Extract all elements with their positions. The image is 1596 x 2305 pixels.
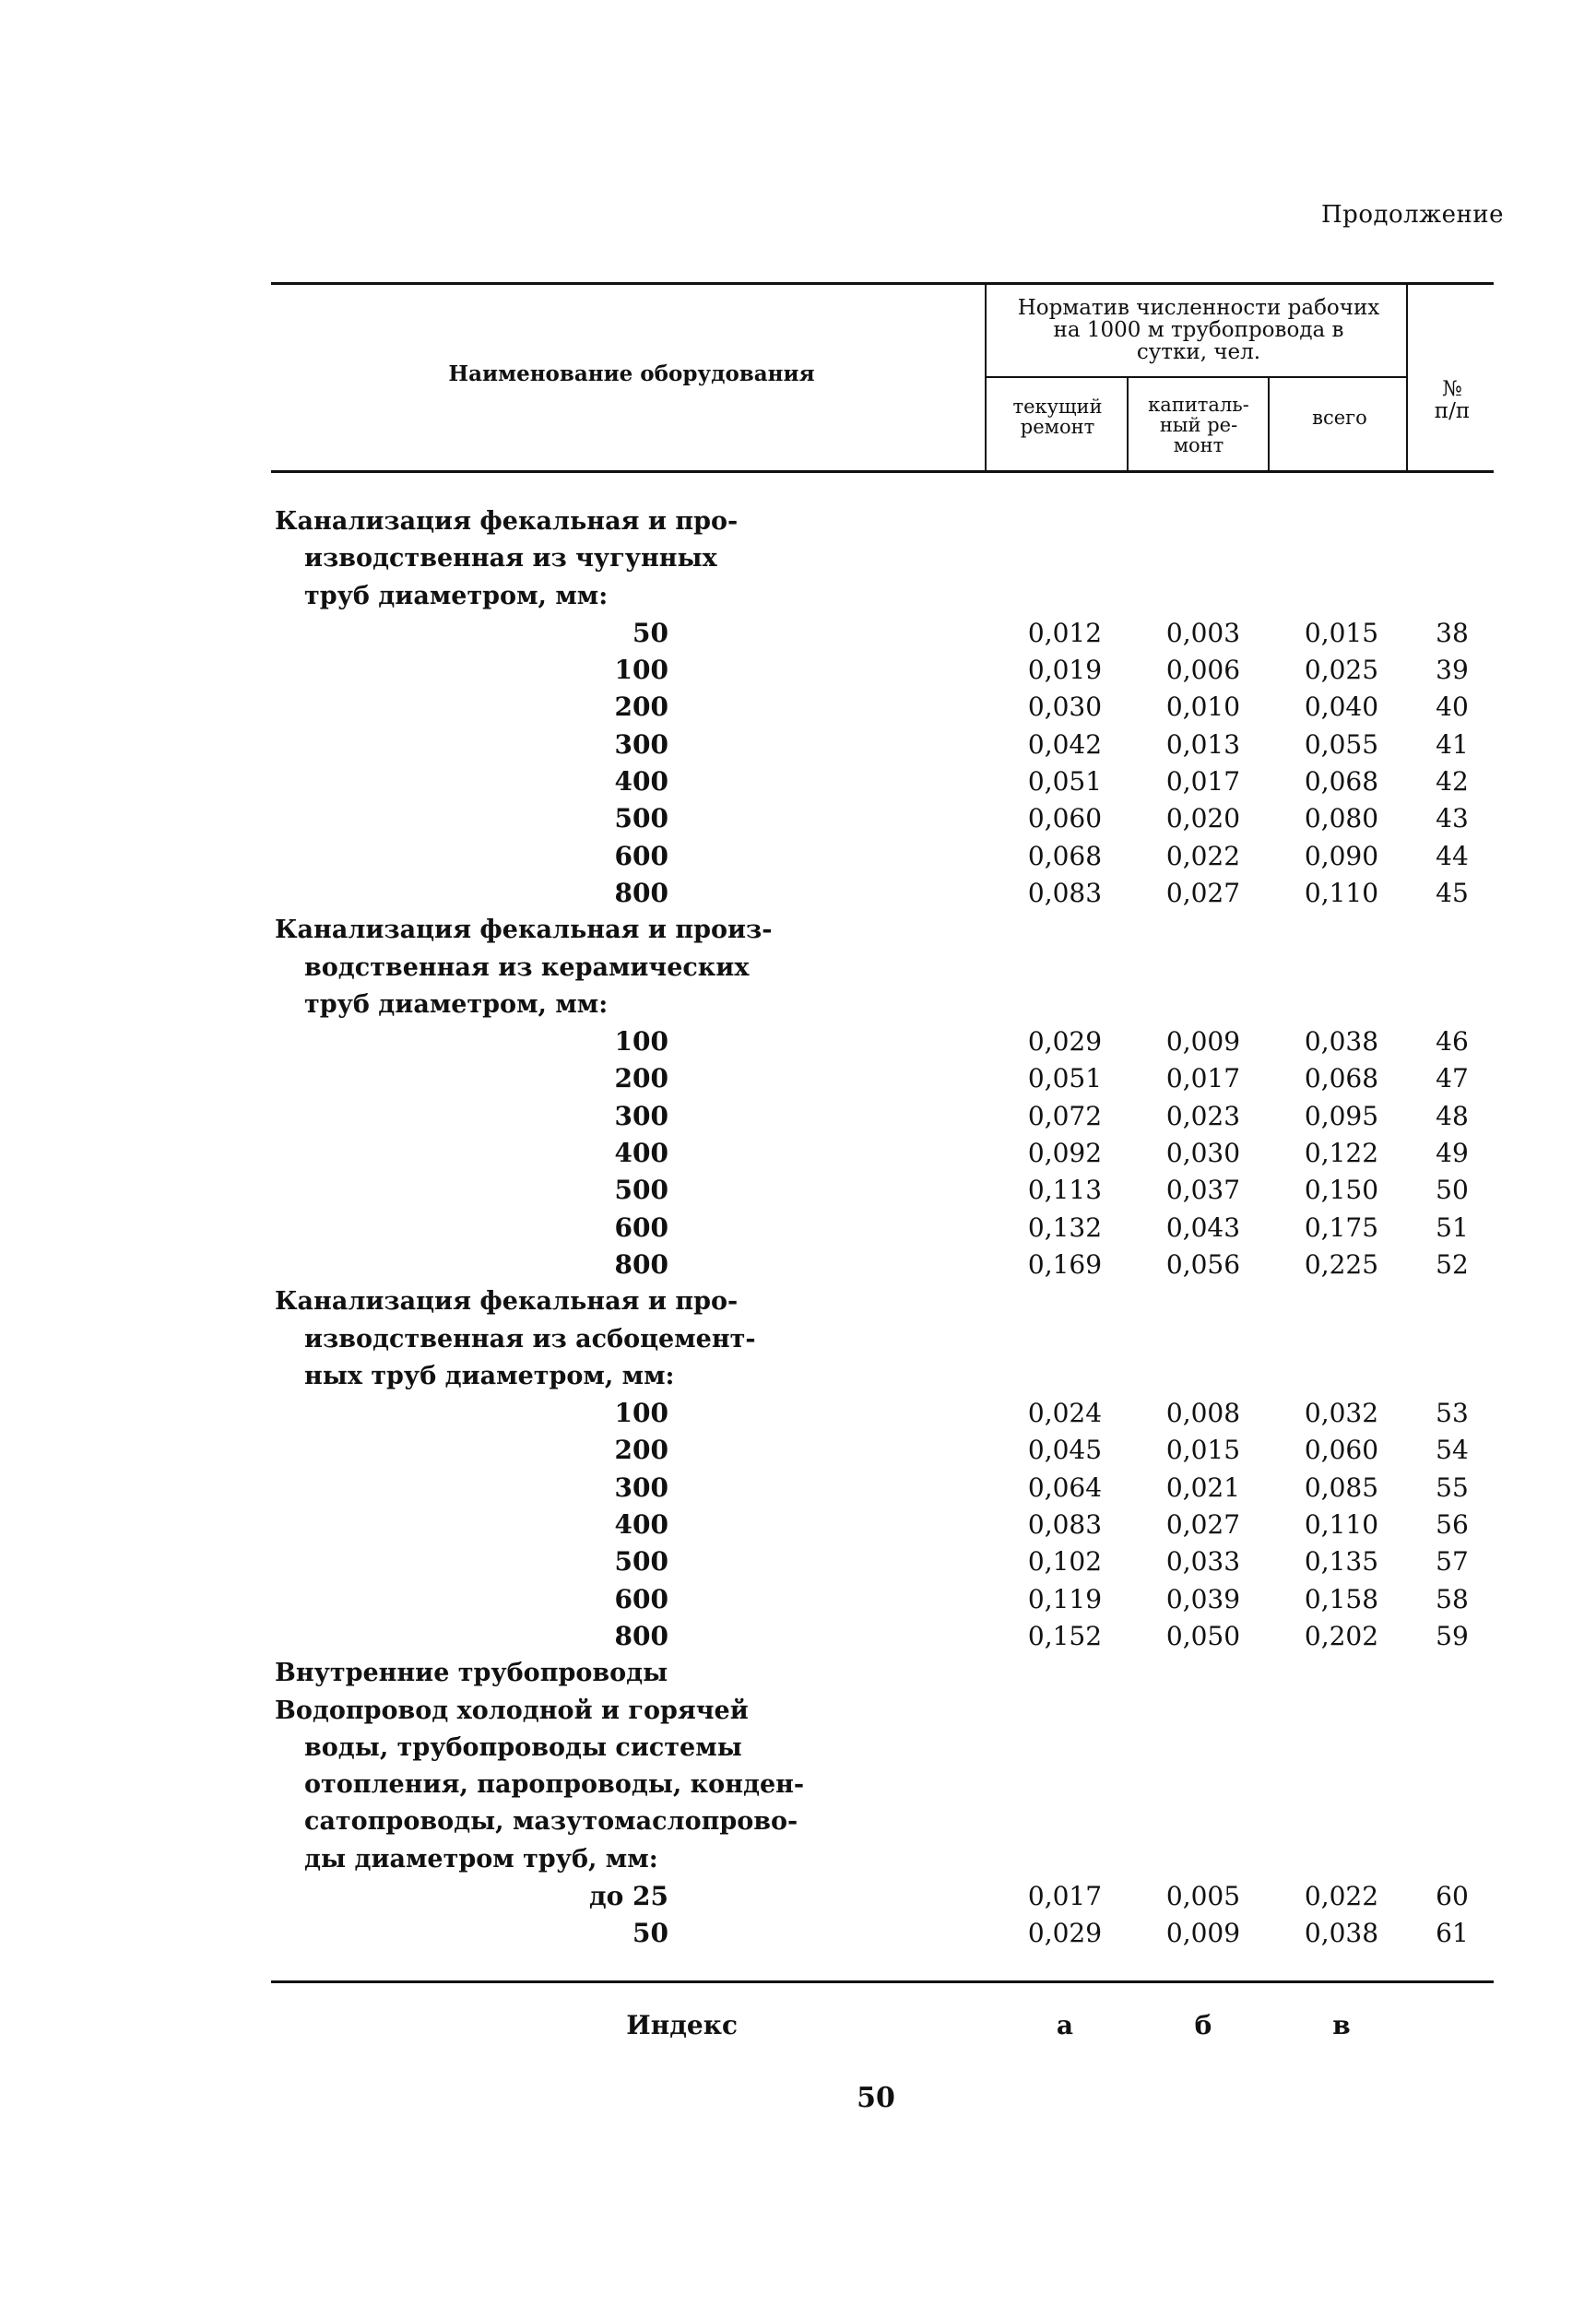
row-total: 0,085: [1304, 1472, 1379, 1503]
row-total: 0,038: [1304, 1026, 1379, 1058]
header-capital-line-2: ный ре-: [1159, 414, 1238, 436]
row-total: 0,122: [1304, 1138, 1379, 1169]
table-row: [0, 1470, 1596, 1507]
row-total: 0,060: [1304, 1435, 1379, 1466]
header-norm-line-2: на 1000 м трубопровода в: [1053, 318, 1344, 342]
row-diameter: 300: [614, 1472, 668, 1503]
row-diameter: 600: [614, 840, 668, 871]
group-title-row: [0, 1767, 1596, 1803]
row-diameter: 800: [614, 1620, 668, 1651]
row-capital-repair: 0,013: [1165, 728, 1241, 760]
header-current-line-2: ремонт: [1020, 416, 1095, 438]
row-current-repair: 0,119: [1027, 1583, 1103, 1614]
row-current-repair: 0,083: [1027, 1509, 1103, 1541]
group-title-text: водственная из керамических: [304, 952, 750, 982]
row-total: 0,032: [1304, 1398, 1379, 1429]
group-title-text: изводственная из чугунных: [304, 544, 717, 573]
group-title-text: ды диаметром труб, мм:: [304, 1844, 658, 1874]
table-body: [0, 503, 1596, 1953]
row-capital-repair: 0,056: [1165, 1248, 1241, 1280]
row-capital-repair: 0,021: [1165, 1472, 1241, 1503]
row-total: 0,202: [1304, 1620, 1379, 1651]
row-current-repair: 0,113: [1027, 1175, 1103, 1206]
row-total: 0,175: [1304, 1212, 1379, 1243]
row-current-repair: 0,102: [1027, 1546, 1103, 1578]
row-number: 56: [1436, 1509, 1469, 1541]
table-row: [0, 1395, 1596, 1432]
row-total: 0,080: [1304, 803, 1379, 834]
group-title-text: труб диаметром, мм:: [304, 581, 609, 610]
row-diameter: 500: [614, 1175, 668, 1206]
group-title-row: [0, 1693, 1596, 1730]
row-total: 0,022: [1304, 1880, 1379, 1911]
section-heading-row: [0, 1655, 1596, 1692]
row-number: 50: [1436, 1175, 1469, 1206]
group-title-text: сатопроводы, мазутомаслопрово-: [304, 1807, 798, 1837]
table-row: [0, 1098, 1596, 1135]
row-total: 0,225: [1304, 1248, 1379, 1280]
row-diameter: 500: [614, 1546, 668, 1578]
header-group-underline: [987, 376, 1406, 378]
row-capital-repair: 0,003: [1165, 617, 1241, 648]
group-title-text: воды, трубопроводы системы: [304, 1732, 742, 1762]
row-diameter: 200: [614, 692, 668, 723]
header-current-repair: [988, 396, 1127, 437]
table-row: [0, 1581, 1596, 1618]
row-current-repair: 0,072: [1027, 1100, 1103, 1131]
row-current-repair: 0,051: [1027, 766, 1103, 798]
row-number: 52: [1436, 1248, 1469, 1280]
table-row: [0, 1060, 1596, 1097]
group-title-text: Канализация фекальная и про-: [275, 1287, 739, 1317]
header-divider-sub-1: [1127, 378, 1129, 471]
row-capital-repair: 0,009: [1165, 1918, 1241, 1949]
table-row: [0, 1543, 1596, 1580]
row-number: 46: [1436, 1026, 1469, 1058]
header-divider-left: [985, 284, 987, 471]
row-total: 0,038: [1304, 1918, 1379, 1949]
row-diameter: 800: [614, 877, 668, 908]
row-current-repair: 0,030: [1027, 692, 1103, 723]
row-capital-repair: 0,017: [1165, 1063, 1241, 1094]
header-divider-sub-2: [1268, 378, 1270, 471]
row-diameter: 300: [614, 728, 668, 760]
row-current-repair: 0,152: [1027, 1620, 1103, 1651]
row-total: 0,110: [1304, 1509, 1379, 1541]
row-number: 43: [1436, 803, 1469, 834]
row-diameter: 300: [614, 1100, 668, 1131]
continuation-label: Продолжение: [1321, 201, 1504, 229]
table-row: [0, 838, 1596, 875]
table-row: [0, 689, 1596, 726]
row-current-repair: 0,045: [1027, 1435, 1103, 1466]
header-equipment-name: Наименование оборудования: [448, 361, 815, 386]
row-number: 53: [1436, 1398, 1469, 1429]
row-current-repair: 0,068: [1027, 840, 1103, 871]
row-number: 49: [1436, 1138, 1469, 1169]
row-current-repair: 0,029: [1027, 1026, 1103, 1058]
row-total: 0,095: [1304, 1100, 1379, 1131]
row-current-repair: 0,060: [1027, 803, 1103, 834]
row-diameter: 800: [614, 1248, 668, 1280]
row-current-repair: 0,169: [1027, 1248, 1103, 1280]
group-title-row: [0, 1358, 1596, 1395]
row-number: 59: [1436, 1620, 1469, 1651]
header-capital-repair: [1129, 395, 1268, 455]
row-total: 0,090: [1304, 840, 1379, 871]
row-number: 54: [1436, 1435, 1469, 1466]
row-capital-repair: 0,039: [1165, 1583, 1241, 1614]
row-diameter: 50: [632, 617, 668, 648]
row-capital-repair: 0,037: [1165, 1175, 1241, 1206]
header-norm-line-1: Норматив численности рабочих: [1017, 296, 1380, 320]
row-number: 58: [1436, 1583, 1469, 1614]
row-number: 40: [1436, 692, 1469, 723]
table-row: [0, 1247, 1596, 1283]
group-title-text: ных труб диаметром, мм:: [304, 1361, 675, 1390]
row-number: 39: [1436, 655, 1469, 686]
table-row: [0, 1878, 1596, 1915]
row-number: 41: [1436, 728, 1469, 760]
table-row: [0, 652, 1596, 689]
row-current-repair: 0,064: [1027, 1472, 1103, 1503]
row-diameter: 200: [614, 1435, 668, 1466]
group-title-row: [0, 1841, 1596, 1878]
row-diameter: 400: [614, 1138, 668, 1169]
row-number: 61: [1436, 1918, 1469, 1949]
row-capital-repair: 0,017: [1165, 766, 1241, 798]
page-number: 50: [857, 2082, 895, 2114]
group-title-row: [0, 503, 1596, 540]
row-capital-repair: 0,022: [1165, 840, 1241, 871]
row-number: 48: [1436, 1100, 1469, 1131]
row-number: 57: [1436, 1546, 1469, 1578]
header-norm-line-3: сутки, чел.: [1136, 340, 1261, 364]
row-total: 0,055: [1304, 728, 1379, 760]
row-current-repair: 0,024: [1027, 1398, 1103, 1429]
group-title-row: [0, 540, 1596, 577]
index-b: б: [1194, 2010, 1212, 2040]
group-title-text: отопления, паропроводы, конден-: [304, 1770, 805, 1800]
row-total: 0,158: [1304, 1583, 1379, 1614]
row-diameter: 500: [614, 803, 668, 834]
table-row: [0, 1507, 1596, 1543]
row-capital-repair: 0,009: [1165, 1026, 1241, 1058]
table-bottom-rule: [271, 1980, 1494, 1983]
row-number: 47: [1436, 1063, 1469, 1094]
header-divider-right: [1406, 284, 1408, 471]
row-diameter: 400: [614, 766, 668, 798]
table-row: [0, 800, 1596, 837]
row-number: 60: [1436, 1880, 1469, 1911]
row-total: 0,110: [1304, 877, 1379, 908]
row-capital-repair: 0,005: [1165, 1880, 1241, 1911]
group-title-text: Канализация фекальная и про-: [275, 507, 739, 536]
row-number: 42: [1436, 766, 1469, 798]
row-diameter: 600: [614, 1212, 668, 1243]
row-current-repair: 0,092: [1027, 1138, 1103, 1169]
row-number: 51: [1436, 1212, 1469, 1243]
header-number-column: [1411, 378, 1494, 422]
row-current-repair: 0,029: [1027, 1918, 1103, 1949]
table-row: [0, 727, 1596, 763]
row-number: 55: [1436, 1472, 1469, 1503]
table-row: [0, 1915, 1596, 1952]
section-heading: Внутренние трубопроводы: [275, 1659, 668, 1688]
table-row: [0, 1432, 1596, 1469]
header-number-symbol: №: [1442, 377, 1462, 401]
header-current-line-1: текущий: [1012, 396, 1103, 418]
row-current-repair: 0,042: [1027, 728, 1103, 760]
row-diameter: 600: [614, 1583, 668, 1614]
table-row: [0, 875, 1596, 912]
row-diameter: 100: [614, 1398, 668, 1429]
group-title-text: Водопровод холодной и горячей: [275, 1696, 749, 1725]
row-capital-repair: 0,027: [1165, 877, 1241, 908]
header-norm-group: [991, 297, 1406, 363]
row-current-repair: 0,051: [1027, 1063, 1103, 1094]
table-row: [0, 763, 1596, 800]
row-total: 0,015: [1304, 617, 1379, 648]
row-current-repair: 0,083: [1027, 877, 1103, 908]
row-total: 0,040: [1304, 692, 1379, 723]
row-capital-repair: 0,023: [1165, 1100, 1241, 1131]
group-title-text: изводственная из асбоцемент-: [304, 1324, 756, 1353]
group-title-row: [0, 912, 1596, 949]
header-capital-line-1: капиталь-: [1148, 394, 1249, 416]
row-current-repair: 0,132: [1027, 1212, 1103, 1243]
row-total: 0,068: [1304, 766, 1379, 798]
table-row: [0, 1210, 1596, 1247]
group-title-row: [0, 1321, 1596, 1358]
row-number: 44: [1436, 840, 1469, 871]
row-total: 0,135: [1304, 1546, 1379, 1578]
table-row: [0, 1023, 1596, 1060]
group-title-text: Канализация фекальная и произ-: [275, 916, 773, 945]
group-title-row: [0, 987, 1596, 1023]
group-title-row: [0, 1803, 1596, 1840]
header-total: всего: [1312, 407, 1367, 429]
row-capital-repair: 0,020: [1165, 803, 1241, 834]
row-capital-repair: 0,033: [1165, 1546, 1241, 1578]
table-row: [0, 615, 1596, 652]
row-capital-repair: 0,043: [1165, 1212, 1241, 1243]
table-top-rule: [271, 282, 1494, 285]
row-diameter: до 25: [588, 1880, 668, 1911]
group-title-row: [0, 950, 1596, 987]
table-row: [0, 1135, 1596, 1172]
index-row-label: Индекс: [626, 2010, 738, 2040]
index-a: а: [1056, 2010, 1074, 2040]
row-capital-repair: 0,050: [1165, 1620, 1241, 1651]
row-capital-repair: 0,030: [1165, 1138, 1241, 1169]
group-title-row: [0, 578, 1596, 615]
row-current-repair: 0,012: [1027, 617, 1103, 648]
row-diameter: 200: [614, 1063, 668, 1094]
row-number: 38: [1436, 617, 1469, 648]
group-title-text: труб диаметром, мм:: [304, 989, 609, 1019]
header-capital-line-3: монт: [1173, 434, 1224, 456]
header-number-abbrev: п/п: [1434, 399, 1471, 423]
row-number: 45: [1436, 877, 1469, 908]
row-diameter: 400: [614, 1509, 668, 1541]
row-capital-repair: 0,006: [1165, 655, 1241, 686]
table-row: [0, 1618, 1596, 1655]
row-diameter: 50: [632, 1918, 668, 1949]
row-total: 0,025: [1304, 655, 1379, 686]
row-current-repair: 0,019: [1027, 655, 1103, 686]
row-total: 0,150: [1304, 1175, 1379, 1206]
row-total: 0,068: [1304, 1063, 1379, 1094]
row-diameter: 100: [614, 655, 668, 686]
index-c: в: [1332, 2010, 1351, 2040]
row-capital-repair: 0,010: [1165, 692, 1241, 723]
row-capital-repair: 0,015: [1165, 1435, 1241, 1466]
row-diameter: 100: [614, 1026, 668, 1058]
row-capital-repair: 0,027: [1165, 1509, 1241, 1541]
group-title-row: [0, 1730, 1596, 1767]
table-row: [0, 1172, 1596, 1209]
row-current-repair: 0,017: [1027, 1880, 1103, 1911]
table-header-bottom-rule: [271, 470, 1494, 473]
row-capital-repair: 0,008: [1165, 1398, 1241, 1429]
group-title-row: [0, 1283, 1596, 1320]
